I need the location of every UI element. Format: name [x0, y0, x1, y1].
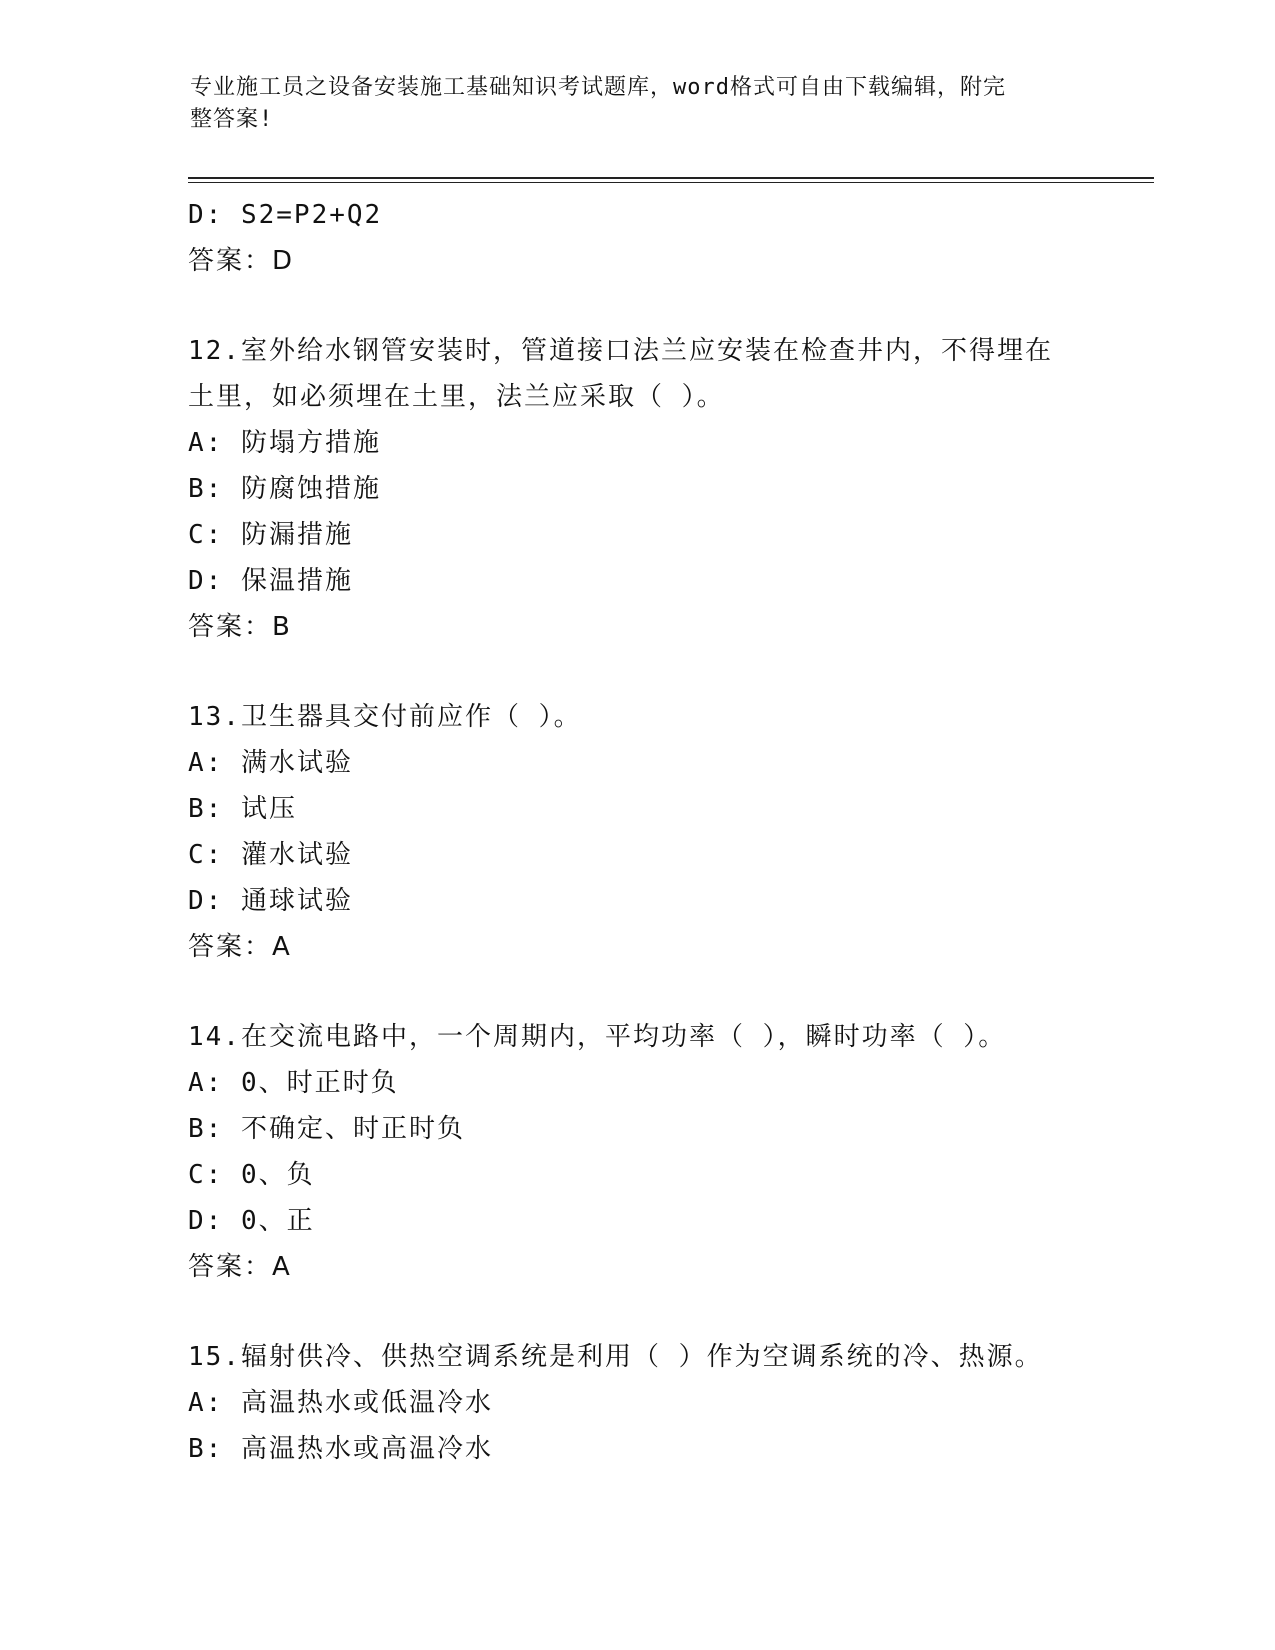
answer: 答案：A — [188, 1252, 292, 1282]
question-stem-line: 15.辐射供冷、供热空调系统是利用（ ）作为空调系统的冷、热源。 — [188, 1342, 1043, 1372]
question-13 — [188, 694, 1088, 970]
question-list — [188, 192, 1088, 1472]
option-a: A: 高温热水或低温冷水 — [188, 1388, 493, 1418]
option-a: A: 0、时正时负 — [188, 1068, 399, 1098]
spacer — [188, 1290, 1088, 1334]
option-b: B: 试压 — [188, 794, 297, 824]
option-d: D: 0、正 — [188, 1206, 315, 1236]
document-header — [190, 72, 1070, 136]
option-b: B: 高温热水或高温冷水 — [188, 1434, 493, 1464]
question-stem-line: 13.卫生器具交付前应作（ ）。 — [188, 702, 582, 732]
header-line-1: 专业施工员之设备安装施工基础知识考试题库，word格式可自由下载编辑，附完 — [190, 75, 1006, 100]
option-d: D: 通球试验 — [188, 886, 353, 916]
header-line-2: 整答案! — [190, 107, 274, 132]
header-divider-thin — [188, 182, 1154, 183]
option-b: B: 不确定、时正时负 — [188, 1114, 465, 1144]
header-divider-thick — [188, 177, 1154, 179]
option-a: A: 防塌方措施 — [188, 428, 381, 458]
answer: 答案：A — [188, 932, 292, 962]
question-15 — [188, 1334, 1088, 1472]
spacer — [188, 284, 1088, 328]
answer: 答案：B — [188, 612, 292, 642]
question-stem-line: 12.室外给水钢管安装时，管道接口法兰应安装在检查井内，不得埋在 — [188, 336, 1053, 366]
option-b: B: 防腐蚀措施 — [188, 474, 381, 504]
option-a: A: 满水试验 — [188, 748, 353, 778]
spacer — [188, 970, 1088, 1014]
question-14 — [188, 1014, 1088, 1290]
spacer — [188, 650, 1088, 694]
question-12 — [188, 328, 1088, 650]
prev-answer: 答案：D — [188, 246, 295, 276]
option-c: C: 0、负 — [188, 1160, 315, 1190]
question-stem-line: 土里，如必须埋在土里，法兰应采取（ ）。 — [188, 382, 725, 412]
option-c: C: 灌水试验 — [188, 840, 353, 870]
option-d: D: 保温措施 — [188, 566, 353, 596]
question-stem-line: 14.在交流电路中，一个周期内，平均功率（ ），瞬时功率（ ）。 — [188, 1022, 1007, 1052]
option-c: C: 防漏措施 — [188, 520, 353, 550]
prev-option-d: D: S2=P2+Q2 — [188, 200, 383, 230]
